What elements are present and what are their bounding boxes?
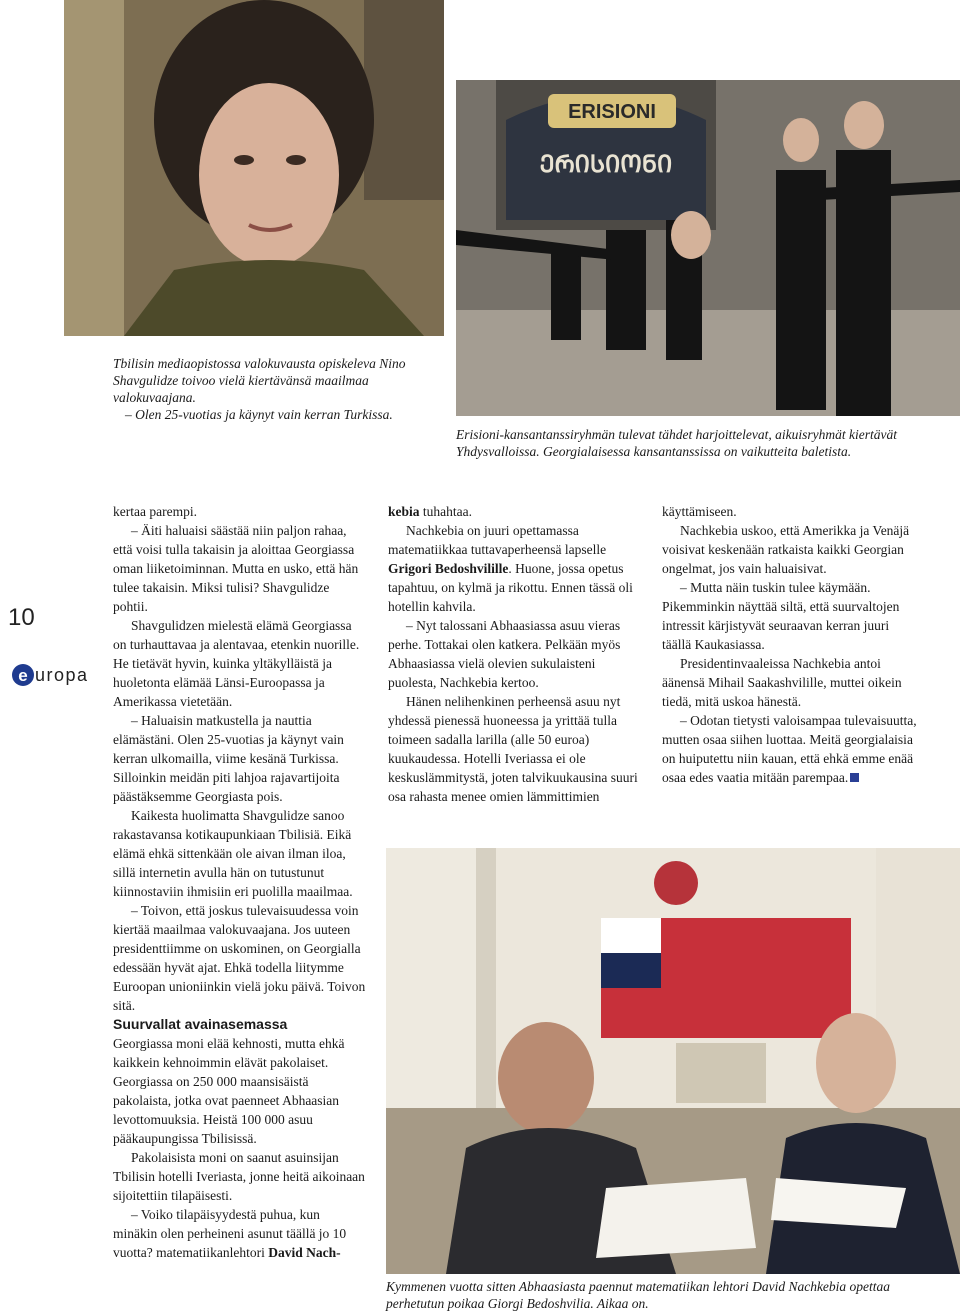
portrait-caption-quote: – Olen 25-vuotias ja käynyt vain kerran Turkissa. (125, 407, 393, 422)
paragraph (388, 502, 642, 521)
paragraph: – Toivon, että joskus tulevaisuudessa voin kiertää maailmaa valokuvaajana. Jos uuteen presidenttiimme on uskominen, on Georgialla edessään hyvät ajat. Ehkä todella liitymme Euroopan unioniinkin vielä joku päivä. Toivon sitä. (113, 903, 366, 1013)
europa-logo (12, 664, 89, 686)
text-column-3 (662, 502, 918, 787)
dancers-caption (456, 426, 946, 460)
person-name: kebia (388, 504, 420, 519)
paragraph-text: – Odotan tietysti valoisampaa tulevaisuutta, mutten osaa siihen luottaa. Meitä georgialaisia on huiputettu niin kauan, että ehkä emme enää osaa edes vaatia mitään parempaa. (662, 713, 917, 785)
classroom-caption (386, 1278, 946, 1312)
page-number: 10 (8, 604, 35, 631)
portrait-caption (113, 355, 433, 423)
paragraph: – Haluaisin matkustella ja nauttia elämästäni. Olen 25-vuotias ja käynyt vain kerran ulkomailla, viime kesänä Turkissa. Silloinkin meidän piti lahjoa rajavartijoita päästäksemme Georgiasta pois. (113, 713, 344, 804)
sign-erisioni: ERISIONI (568, 101, 656, 123)
paragraph: Presidentinvaaleissa Nachkebia antoi äänensä Mihail Saakashvilille, muttei oikein tiedä, mitä uskoa hänestä. (662, 656, 902, 709)
dancers-illustration (456, 80, 960, 416)
paragraph: Hänen nelihenkinen perheensä asuu nyt yhdessä pienessä huoneessa ja yrittää tulla toimeen sadalla larilla (alle 50 euroa) kuukaudessa. Hotelli Iveriassa ei ole keskuslämmitystä, joten talvikuukausina suuri osa rahasta menee omien lämmittimien (388, 694, 638, 804)
paragraph: Nachkebia uskoo, että Amerikka ja Venäjä voisivat keskenään ratkaista kaikki Georgian ongelmat, jos vain haluaisivat. (662, 523, 910, 576)
end-of-article-mark (850, 773, 859, 782)
text-column-1 (113, 502, 366, 1262)
paragraph-text: . Huone, jossa opetus tapahtuu, on kylmä ja rikottu. Ennen tässä oli hotellin kahvila. (388, 561, 633, 614)
logo-text: uropa (35, 664, 89, 685)
paragraph: Shavgulidzen mielestä elämä Georgiassa on turhauttavaa ja alentavaa, etenkin nuorille. He tietävät hyvin, kuinka yltäkylläistä ja huoletonta elämää Länsi-Euroopassa ja Amerikassa vietetään. (113, 618, 360, 709)
portrait-photo (64, 0, 444, 336)
paragraph-text: tuhahtaa. (419, 504, 472, 519)
portrait-caption-line1: Tbilisin mediaopistossa valokuvausta opiskeleva Nino Shavgulidze toivoo vielä kiertävänsä maailmaa valokuvaajana. (113, 356, 406, 405)
paragraph: käyttämiseen. (662, 504, 737, 519)
quote-text: – Voiko tilapäisyydestä puhua, kun minäkin olen perheineni asunut täällä jo 10 vuotta? matematiikanlehtori (113, 1207, 347, 1260)
paragraph (662, 711, 918, 787)
logo-e-badge: e (12, 664, 34, 686)
classroom-caption-text: Kymmenen vuotta sitten Abhaasiasta paennut matematiikan lehtori David Nachkebia opettaa perhetutun poikaa Giorgi Bedoshvilia. Aikaa on. (386, 1279, 891, 1311)
paragraph (113, 1205, 366, 1262)
portrait-illustration (64, 0, 444, 336)
text-column-2 (388, 502, 642, 806)
paragraph: – Mutta näin tuskin tulee käymään. Pikemminkin näyttää siltä, että suurvaltojen intressit kärjistyvät seuraavan kerran juuri täällä Kaukasiassa. (662, 580, 900, 652)
classroom-illustration (386, 848, 960, 1274)
dancers-caption-text: Erisioni-kansantanssiryhmän tulevat tähdet harjoittelevat, aikuisryhmät kiertävät Yhdysvalloissa. Georgialaisessa kansantanssissa on vaikutteita baletista. (456, 427, 897, 459)
dancers-photo (456, 80, 960, 416)
paragraph: Georgiassa moni elää kehnosti, mutta ehkä kaikkein kehnoimmin elävät pakolaiset. Georgiassa on 250 000 maansisäistä pakolaista, jotka ovat paenneet Abhaasian levottomuuksia. Heistä 100 000 asuu pääkaupungissa Tbilisissä. (113, 1036, 345, 1146)
paragraph: kertaa parempi. (113, 504, 197, 519)
classroom-photo (386, 848, 960, 1274)
paragraph: – Äiti haluaisi säästää niin paljon rahaa, että voisi tulla takaisin ja aloittaa Georgiassa oman liiketoiminnan. Mutta en usko, että hän tulee takaisin. Miksi tulisi? Shavgulidze pohtii. (113, 523, 359, 614)
paragraph: Pakolaisista moni on saanut asuinsijan Tbilisin hotelli Iveriasta, jonne heitä aikoinaan sijoitettiin tilapäisesti. (113, 1150, 365, 1203)
paragraph: Kaikesta huolimatta Shavgulidze sanoo rakastavansa kotikaupunkiaan Tbilisiä. Eikä elämä ehkä sittenkään ole aivan ilman iloa, sillä internetin avulla hän on tutustunut kiinnostaviin ihmisiin eri puolilla maailmaa. (113, 808, 353, 899)
paragraph (388, 521, 642, 616)
person-name: David Nach- (268, 1245, 341, 1260)
section-heading: Suurvallat avainasemassa (113, 1016, 288, 1032)
sign-georgian: ᲔᲠᲘᲡᲘᲝᲜᲘ (539, 150, 673, 178)
paragraph-text: Nachkebia on juuri opettamassa matematiikkaa tuttavaperheensä lapselle (388, 523, 607, 557)
person-name: Grigori Bedoshvilille (388, 561, 509, 576)
paragraph: – Nyt talossani Abhaasiassa asuu vieras perhe. Tottakai olen katkera. Pelkään myös Abhaasiassa vielä olevien sukulaisteni puolesta, Nachkebia kertoo. (388, 618, 621, 690)
